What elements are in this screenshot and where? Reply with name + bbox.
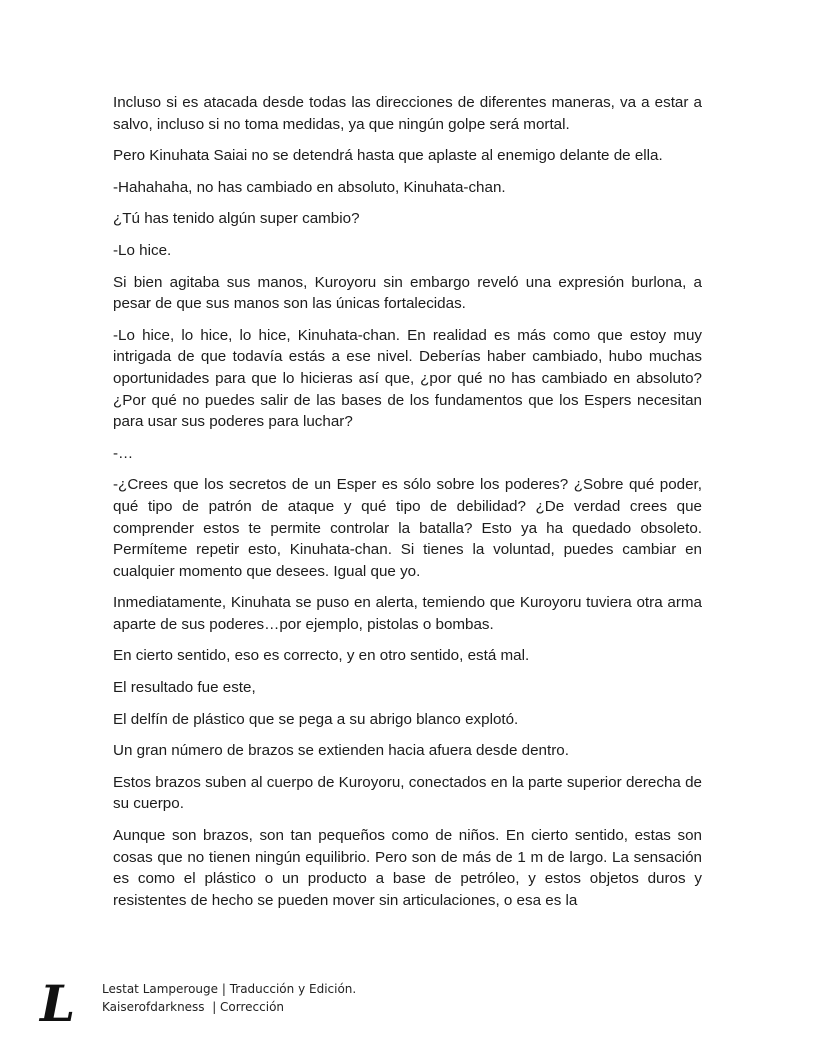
paragraph: En cierto sentido, eso es correcto, y en otro sentido, está mal.	[113, 647, 530, 665]
paragraph: Aunque son brazos, son tan pequeños como de niños. En cierto sentido, estas son cosas que no tienen ningún equilibrio. Pero son de más de 1 m de largo. La sensación es como el plástico o un producto a base de petróleo, y estos objetos duros y resistentes de hecho se pueden mover sin articulaciones, o esa es la	[113, 827, 702, 909]
footer-credits	[102, 980, 356, 1016]
corrector-credit: Kaiserofdarkness | Corrección	[102, 1000, 285, 1014]
page-footer	[40, 974, 440, 1033]
paragraph: -Lo hice, lo hice, lo hice, Kinuhata-chan. En realidad es más como que estoy muy intrigada de que todavía estás a ese nivel. Deberías haber cambiado, hubo muchas oportunidades para que lo hicieras así que, ¿por qué no has cambiado en absoluto? ¿Por qué no puedes salir de las bases de los fundamentos que los Espers necesitan para usar sus poderes para luchar?	[113, 326, 702, 431]
paragraph: Estos brazos suben al cuerpo de Kuroyoru, conectados en la parte superior derecha de su cuerpo.	[113, 773, 702, 813]
paragraph: Incluso si es atacada desde todas las direcciones de diferentes maneras, va a estar a salvo, incluso si no toma medidas, ya que ningún golpe será mortal.	[113, 94, 702, 133]
gothic-l-logo: L	[40, 974, 76, 1033]
paragraph: ¿Tú has tenido algún super cambio?	[113, 210, 360, 228]
paragraph: Pero Kinuhata Saiai no se detendrá hasta que aplaste al enemigo delante de ella.	[113, 147, 663, 165]
paragraph: -¿Crees que los secretos de un Esper es sólo sobre los poderes? ¿Sobre qué poder, qué tipo de patrón de ataque y qué tipo de debilidad? ¿De verdad crees que comprender estos te permite controlar la batalla? Esto ya ha quedado obsoleto. Permíteme repetir esto, Kinuhata-chan. Si tienes la voluntad, puedes cambiar en cualquier momento que desees. Igual que yo.	[113, 476, 702, 580]
paragraph: -Lo hice.	[113, 241, 172, 259]
paragraph: El resultado fue este,	[113, 679, 256, 697]
paragraph: -…	[113, 444, 134, 462]
paragraph: El delfín de plástico que se pega a su abrigo blanco explotó.	[113, 710, 519, 728]
translator-credit: Lestat Lamperouge | Traducción y Edición.	[102, 982, 357, 996]
paragraph: -Hahahaha, no has cambiado en absoluto, Kinuhata-chan.	[113, 178, 506, 196]
paragraph: Un gran número de brazos se extienden hacia afuera desde dentro.	[113, 742, 569, 760]
paragraph: Inmediatamente, Kinuhata se puso en alerta, temiendo que Kuroyoru tuviera otra arma aparte de sus poderes…por ejemplo, pistolas o bombas.	[113, 594, 702, 633]
paragraph: Si bien agitaba sus manos, Kuroyoru sin embargo reveló una expresión burlona, a pesar de que sus manos son las únicas fortalecidas.	[113, 273, 702, 313]
document-body	[113, 92, 702, 921]
